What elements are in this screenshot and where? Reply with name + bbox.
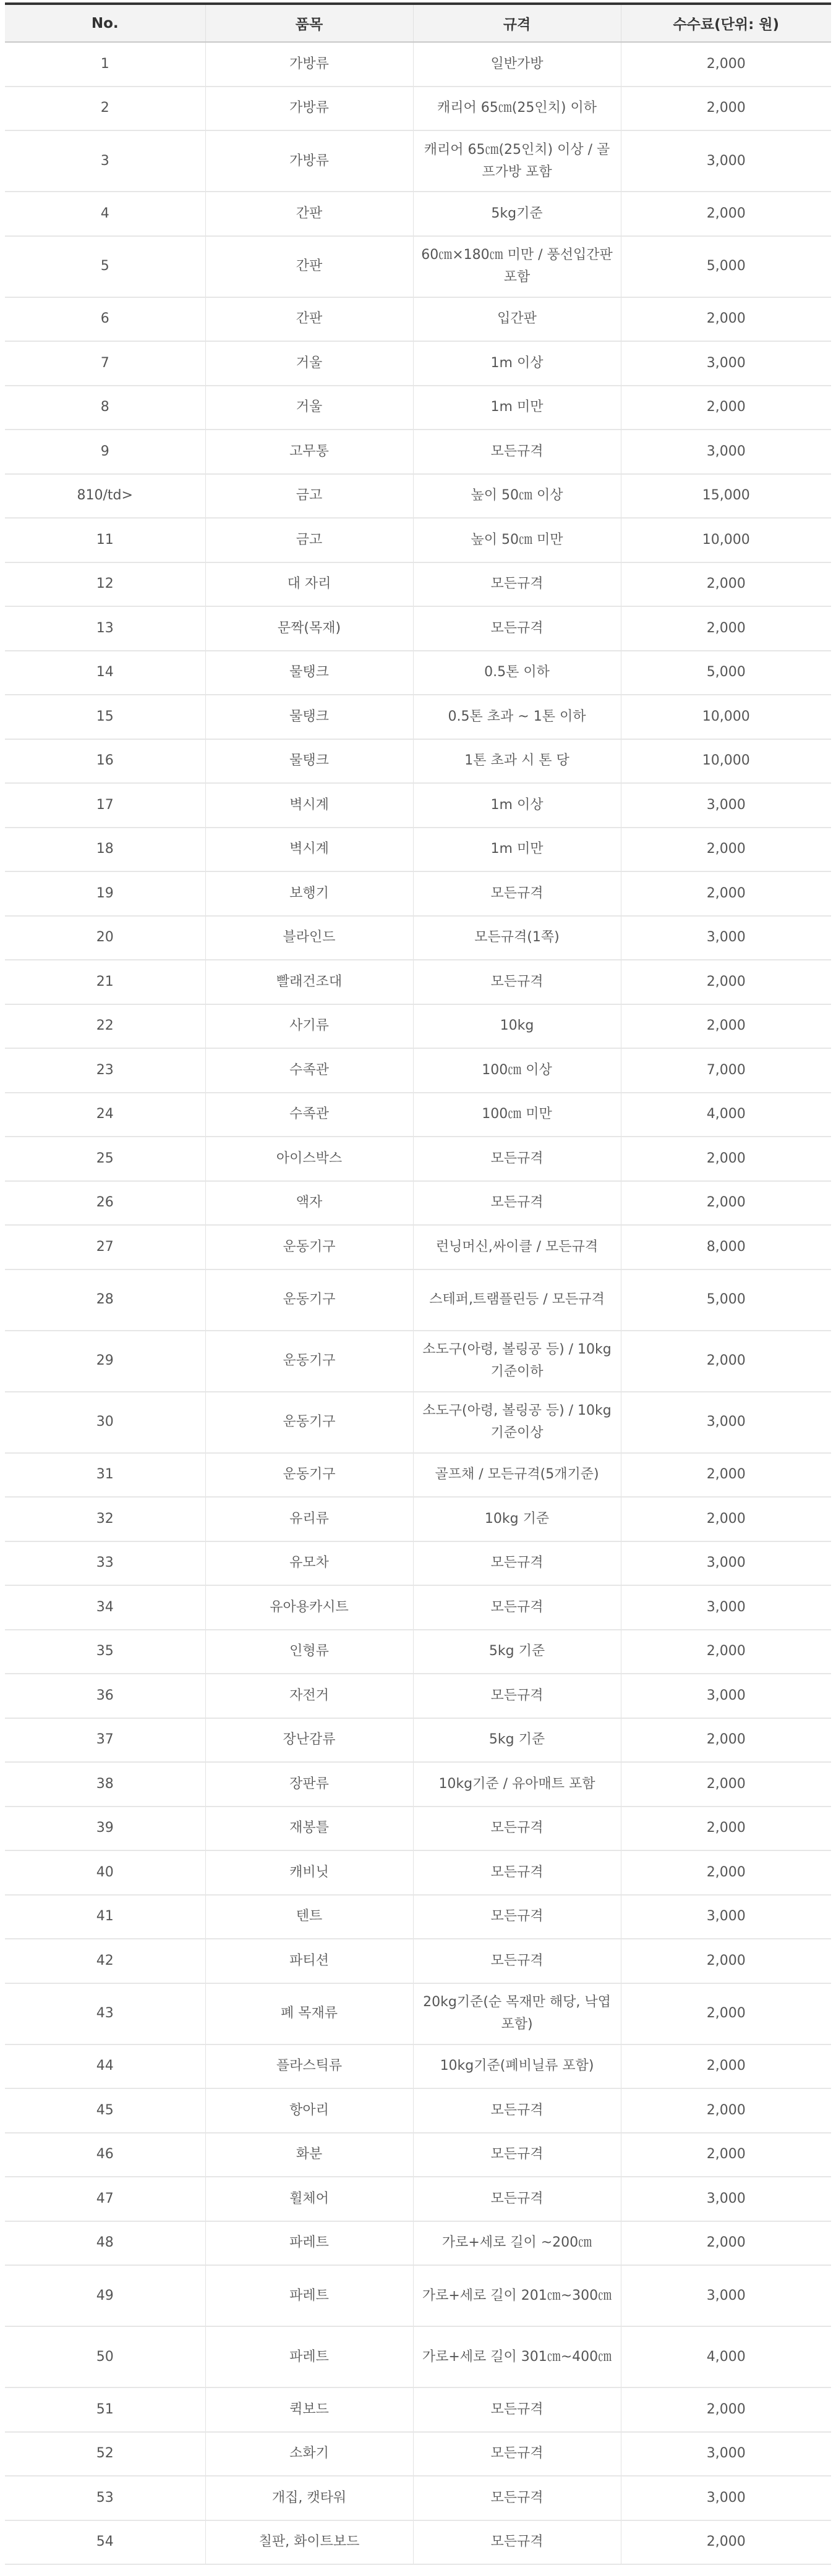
- cell-spec: 모든규격: [413, 606, 621, 651]
- table-row: [5, 1093, 831, 1137]
- table-row: [5, 297, 831, 342]
- cell-spec: 모든규격: [413, 1674, 621, 1718]
- table-row: [5, 783, 831, 828]
- cell-item: 소화기: [205, 2432, 413, 2476]
- cell-spec: 모든규격(1쪽): [413, 916, 621, 960]
- cell-item: 가방류: [205, 87, 413, 131]
- table-row: [5, 130, 831, 192]
- table-row: [5, 518, 831, 562]
- cell-no: 54: [5, 2520, 205, 2565]
- cell-spec: 모든규격: [413, 2520, 621, 2565]
- cell-no: 53: [5, 2476, 205, 2520]
- table-row: [5, 1392, 831, 1453]
- cell-item: 유아용카시트: [205, 1585, 413, 1630]
- cell-no: 44: [5, 2044, 205, 2089]
- table-row: [5, 1048, 831, 1093]
- cell-no: 45: [5, 2088, 205, 2133]
- table-row: [5, 1453, 831, 1498]
- cell-no: 50: [5, 2326, 205, 2387]
- cell-spec: 가로+세로 길이 301㎝~400㎝: [413, 2326, 621, 2387]
- cell-item: 가방류: [205, 42, 413, 87]
- cell-no: 12: [5, 562, 205, 607]
- cell-item: 빨래건조대: [205, 960, 413, 1004]
- cell-fee: 15,000: [621, 474, 831, 519]
- table-row: [5, 1497, 831, 1541]
- cell-fee: 2,000: [621, 828, 831, 872]
- cell-item: 개집, 캣타워: [205, 2476, 413, 2520]
- cell-no: 51: [5, 2387, 205, 2432]
- cell-fee: 2,000: [621, 871, 831, 916]
- cell-item: 휠체어: [205, 2177, 413, 2221]
- cell-no: 6: [5, 297, 205, 342]
- cell-fee: 5,000: [621, 1269, 831, 1331]
- table-row: [5, 916, 831, 960]
- cell-spec: 캐리어 65㎝(25인치) 이하: [413, 87, 621, 131]
- cell-spec: 1m 미만: [413, 386, 621, 430]
- cell-spec: 10kg기준(폐비닐류 포함): [413, 2044, 621, 2089]
- cell-item: 운동기구: [205, 1453, 413, 1498]
- cell-item: 인형류: [205, 1630, 413, 1674]
- cell-spec: 모든규격: [413, 2476, 621, 2520]
- cell-fee: 5,000: [621, 651, 831, 695]
- cell-item: 물탱크: [205, 739, 413, 784]
- cell-fee: 2,000: [621, 2520, 831, 2565]
- cell-item: 캐비닛: [205, 1850, 413, 1895]
- cell-fee: 2,000: [621, 2133, 831, 2177]
- cell-fee: 3,000: [621, 1392, 831, 1453]
- cell-spec: 모든규격: [413, 1137, 621, 1181]
- cell-fee: 2,000: [621, 1983, 831, 2044]
- cell-no: 32: [5, 1497, 205, 1541]
- cell-no: 5: [5, 236, 205, 297]
- cell-fee: 3,000: [621, 2265, 831, 2326]
- cell-fee: 4,000: [621, 1093, 831, 1137]
- cell-no: 8: [5, 386, 205, 430]
- table-row: [5, 2476, 831, 2520]
- cell-no: 18: [5, 828, 205, 872]
- cell-fee: 3,000: [621, 1674, 831, 1718]
- table-row: [5, 1331, 831, 1392]
- table-row: [5, 651, 831, 695]
- cell-no: 4: [5, 192, 205, 236]
- cell-no: 49: [5, 2265, 205, 2326]
- cell-fee: 5,000: [621, 236, 831, 297]
- cell-no: 36: [5, 1674, 205, 1718]
- cell-fee: 2,000: [621, 1181, 831, 1226]
- cell-item: 수족관: [205, 1048, 413, 1093]
- cell-spec: 60㎝×180㎝ 미만 / 풍선입간판 포함: [413, 236, 621, 297]
- cell-spec: 모든규격: [413, 2432, 621, 2476]
- cell-fee: 2,000: [621, 1137, 831, 1181]
- table-row: [5, 960, 831, 1004]
- cell-no: 15: [5, 695, 205, 739]
- cell-fee: 2,000: [621, 1497, 831, 1541]
- fee-table: [5, 2, 831, 2565]
- table-row: [5, 341, 831, 386]
- cell-item: 운동기구: [205, 1269, 413, 1331]
- cell-fee: 2,000: [621, 87, 831, 131]
- cell-spec: 소도구(아령, 볼링공 등) / 10kg기준이상: [413, 1392, 621, 1453]
- header-no: No.: [91, 15, 119, 32]
- cell-no: 20: [5, 916, 205, 960]
- cell-spec: 10kg: [413, 1004, 621, 1049]
- cell-no: 29: [5, 1331, 205, 1392]
- cell-spec: 캐리어 65㎝(25인치) 이상 / 골프가방 포함: [413, 130, 621, 192]
- cell-item: 자전거: [205, 1674, 413, 1718]
- cell-no: 1: [5, 42, 205, 87]
- table-header: [5, 4, 831, 42]
- cell-fee: 3,000: [621, 1895, 831, 1939]
- table-row: [5, 2088, 831, 2133]
- cell-spec: 모든규격: [413, 1807, 621, 1851]
- table-row: [5, 1585, 831, 1630]
- table-row: [5, 87, 831, 131]
- cell-fee: 2,000: [621, 606, 831, 651]
- cell-fee: 3,000: [621, 430, 831, 474]
- cell-spec: 모든규격: [413, 2177, 621, 2221]
- cell-no: 7: [5, 341, 205, 386]
- cell-item: 금고: [205, 518, 413, 562]
- table-row: [5, 739, 831, 784]
- cell-no: 21: [5, 960, 205, 1004]
- cell-no: 22: [5, 1004, 205, 1049]
- cell-item: 운동기구: [205, 1392, 413, 1453]
- cell-spec: 높이 50㎝ 미만: [413, 518, 621, 562]
- cell-no: 37: [5, 1718, 205, 1763]
- cell-no: 46: [5, 2133, 205, 2177]
- cell-item: 유리류: [205, 1497, 413, 1541]
- table-row: [5, 562, 831, 607]
- cell-no: 2: [5, 87, 205, 131]
- cell-no: 33: [5, 1541, 205, 1586]
- header-fee: 수수료(단위: 원): [621, 4, 831, 42]
- cell-spec: 스테퍼,트램플린등 / 모든규격: [413, 1269, 621, 1331]
- cell-fee: 2,000: [621, 960, 831, 1004]
- table-row: [5, 236, 831, 297]
- table-row: [5, 1939, 831, 1983]
- cell-fee: 3,000: [621, 130, 831, 192]
- table-row: [5, 1895, 831, 1939]
- table-row: [5, 871, 831, 916]
- cell-no: 23: [5, 1048, 205, 1093]
- cell-item: 문짝(목재): [205, 606, 413, 651]
- cell-fee: 2,000: [621, 192, 831, 236]
- table-row: [5, 828, 831, 872]
- cell-item: 대 자리: [205, 562, 413, 607]
- cell-fee: 2,000: [621, 1807, 831, 1851]
- cell-spec: 100㎝ 이상: [413, 1048, 621, 1093]
- cell-spec: 10kg기준 / 유아매트 포함: [413, 1762, 621, 1807]
- cell-item: 운동기구: [205, 1225, 413, 1269]
- cell-spec: 모든규격: [413, 2387, 621, 2432]
- table-row: [5, 42, 831, 87]
- cell-no: 19: [5, 871, 205, 916]
- cell-fee: 4,000: [621, 2326, 831, 2387]
- cell-item: 벽시계: [205, 783, 413, 828]
- cell-item: 항아리: [205, 2088, 413, 2133]
- table-row: [5, 1181, 831, 1226]
- cell-item: 장판류: [205, 1762, 413, 1807]
- cell-spec: 모든규격: [413, 1850, 621, 1895]
- cell-fee: 2,000: [621, 2088, 831, 2133]
- cell-fee: 2,000: [621, 1939, 831, 1983]
- cell-fee: 10,000: [621, 695, 831, 739]
- cell-spec: 모든규격: [413, 2088, 621, 2133]
- cell-item: 텐트: [205, 1895, 413, 1939]
- cell-item: 보행기: [205, 871, 413, 916]
- cell-no: 41: [5, 1895, 205, 1939]
- cell-no: 16: [5, 739, 205, 784]
- header-item: 품목: [205, 4, 413, 42]
- cell-no: 40: [5, 1850, 205, 1895]
- cell-item: 파레트: [205, 2326, 413, 2387]
- cell-spec: 모든규격: [413, 1181, 621, 1226]
- table-row: [5, 1137, 831, 1181]
- cell-no: 34: [5, 1585, 205, 1630]
- cell-no: 17: [5, 783, 205, 828]
- cell-fee: 3,000: [621, 2476, 831, 2520]
- cell-fee: 2,000: [621, 297, 831, 342]
- table-row: [5, 606, 831, 651]
- table-row: [5, 1541, 831, 1586]
- cell-item: 액자: [205, 1181, 413, 1226]
- cell-fee: 8,000: [621, 1225, 831, 1269]
- table-row: [5, 2265, 831, 2326]
- cell-spec: 입간판: [413, 297, 621, 342]
- cell-item: 블라인드: [205, 916, 413, 960]
- table-row: [5, 2432, 831, 2476]
- cell-fee: 2,000: [621, 386, 831, 430]
- cell-spec: 모든규격: [413, 1939, 621, 1983]
- cell-no: 24: [5, 1093, 205, 1137]
- cell-no: 43: [5, 1983, 205, 2044]
- cell-spec: 모든규격: [413, 430, 621, 474]
- cell-item: 아이스박스: [205, 1137, 413, 1181]
- cell-spec: 가로+세로 길이 201㎝~300㎝: [413, 2265, 621, 2326]
- cell-spec: 모든규격: [413, 562, 621, 607]
- cell-fee: 2,000: [621, 1762, 831, 1807]
- cell-fee: 3,000: [621, 1585, 831, 1630]
- cell-item: 거울: [205, 386, 413, 430]
- cell-spec: 100㎝ 미만: [413, 1093, 621, 1137]
- cell-fee: 2,000: [621, 562, 831, 607]
- table-row: [5, 1674, 831, 1718]
- cell-item: 폐 목재류: [205, 1983, 413, 2044]
- cell-item: 화분: [205, 2133, 413, 2177]
- cell-item: 파레트: [205, 2265, 413, 2326]
- cell-spec: 5kg기준: [413, 192, 621, 236]
- cell-no: 27: [5, 1225, 205, 1269]
- cell-spec: 0.5톤 초과 ~ 1톤 이하: [413, 695, 621, 739]
- table-row: [5, 1630, 831, 1674]
- table-row: [5, 1004, 831, 1049]
- cell-no: 28: [5, 1269, 205, 1331]
- cell-fee: 2,000: [621, 2387, 831, 2432]
- cell-item: 물탱크: [205, 651, 413, 695]
- cell-item: 파티션: [205, 1939, 413, 1983]
- cell-spec: 1m 이상: [413, 341, 621, 386]
- cell-no: 52: [5, 2432, 205, 2476]
- cell-fee: 10,000: [621, 739, 831, 784]
- cell-fee: 3,000: [621, 2432, 831, 2476]
- cell-item: 벽시계: [205, 828, 413, 872]
- table-row: [5, 1269, 831, 1331]
- table-row: [5, 386, 831, 430]
- cell-item: 간판: [205, 236, 413, 297]
- cell-fee: 3,000: [621, 783, 831, 828]
- cell-fee: 2,000: [621, 1453, 831, 1498]
- cell-spec: 1톤 초과 시 톤 당: [413, 739, 621, 784]
- table-row: [5, 695, 831, 739]
- cell-spec: 모든규격: [413, 871, 621, 916]
- cell-fee: 3,000: [621, 1541, 831, 1586]
- cell-no: 39: [5, 1807, 205, 1851]
- cell-spec: 20kg기준(순 목재만 해당, 낙엽 포함): [413, 1983, 621, 2044]
- cell-no: 9: [5, 430, 205, 474]
- cell-item: 퀵보드: [205, 2387, 413, 2432]
- table-row: [5, 2326, 831, 2387]
- table-row: [5, 1225, 831, 1269]
- table-row: [5, 2221, 831, 2266]
- cell-spec: 0.5톤 이하: [413, 651, 621, 695]
- header-spec: 규격: [413, 4, 621, 42]
- cell-fee: 2,000: [621, 1004, 831, 1049]
- cell-fee: 2,000: [621, 42, 831, 87]
- cell-item: 유모차: [205, 1541, 413, 1586]
- table-row: [5, 1983, 831, 2044]
- cell-spec: 높이 50㎝ 이상: [413, 474, 621, 519]
- cell-item: 수족관: [205, 1093, 413, 1137]
- cell-item: 재봉틀: [205, 1807, 413, 1851]
- cell-item: 운동기구: [205, 1331, 413, 1392]
- cell-item: 거울: [205, 341, 413, 386]
- cell-item: 플라스틱류: [205, 2044, 413, 2089]
- cell-no: 810/td>: [5, 474, 205, 519]
- cell-item: 파레트: [205, 2221, 413, 2266]
- table-row: [5, 1850, 831, 1895]
- cell-item: 칠판, 화이트보드: [205, 2520, 413, 2565]
- cell-no: 48: [5, 2221, 205, 2266]
- table-row: [5, 2387, 831, 2432]
- cell-spec: 가로+세로 길이 ~200㎝: [413, 2221, 621, 2266]
- cell-no: 26: [5, 1181, 205, 1226]
- cell-spec: 골프채 / 모든규격(5개기준): [413, 1453, 621, 1498]
- cell-no: 30: [5, 1392, 205, 1453]
- cell-spec: 5kg 기준: [413, 1630, 621, 1674]
- cell-no: 25: [5, 1137, 205, 1181]
- cell-no: 38: [5, 1762, 205, 1807]
- cell-item: 고무통: [205, 430, 413, 474]
- cell-fee: 7,000: [621, 1048, 831, 1093]
- cell-spec: 10kg 기준: [413, 1497, 621, 1541]
- cell-no: 3: [5, 130, 205, 192]
- cell-spec: 모든규격: [413, 1585, 621, 1630]
- cell-fee: 3,000: [621, 2177, 831, 2221]
- table-body: [5, 42, 831, 2564]
- cell-spec: 모든규격: [413, 960, 621, 1004]
- cell-fee: 10,000: [621, 518, 831, 562]
- cell-item: 사기류: [205, 1004, 413, 1049]
- table-row: [5, 1718, 831, 1763]
- cell-item: 물탱크: [205, 695, 413, 739]
- cell-spec: 소도구(아령, 볼링공 등) / 10kg기준이하: [413, 1331, 621, 1392]
- cell-no: 13: [5, 606, 205, 651]
- cell-no: 47: [5, 2177, 205, 2221]
- cell-fee: 2,000: [621, 2221, 831, 2266]
- cell-fee: 2,000: [621, 1630, 831, 1674]
- cell-item: 장난감류: [205, 1718, 413, 1763]
- cell-item: 금고: [205, 474, 413, 519]
- cell-no: 11: [5, 518, 205, 562]
- cell-spec: 일반가방: [413, 42, 621, 87]
- table-row: [5, 2133, 831, 2177]
- cell-fee: 2,000: [621, 2044, 831, 2089]
- cell-spec: 런닝머신,싸이클 / 모든규격: [413, 1225, 621, 1269]
- cell-spec: 모든규격: [413, 1895, 621, 1939]
- cell-spec: 1m 미만: [413, 828, 621, 872]
- table-row: [5, 2177, 831, 2221]
- header-row: [5, 4, 831, 42]
- cell-no: 35: [5, 1630, 205, 1674]
- cell-no: 31: [5, 1453, 205, 1498]
- cell-fee: 2,000: [621, 1718, 831, 1763]
- cell-no: 42: [5, 1939, 205, 1983]
- cell-fee: 3,000: [621, 341, 831, 386]
- table-row: [5, 474, 831, 519]
- cell-item: 가방류: [205, 130, 413, 192]
- cell-spec: 모든규격: [413, 1541, 621, 1586]
- cell-item: 간판: [205, 297, 413, 342]
- table-row: [5, 192, 831, 236]
- cell-spec: 1m 이상: [413, 783, 621, 828]
- table-row: [5, 1762, 831, 1807]
- table-row: [5, 2044, 831, 2089]
- cell-fee: 2,000: [621, 1850, 831, 1895]
- table-row: [5, 2520, 831, 2565]
- cell-spec: 5kg 기준: [413, 1718, 621, 1763]
- table-row: [5, 1807, 831, 1851]
- cell-item: 간판: [205, 192, 413, 236]
- cell-spec: 모든규격: [413, 2133, 621, 2177]
- cell-no: 14: [5, 651, 205, 695]
- table-row: [5, 430, 831, 474]
- cell-fee: 3,000: [621, 916, 831, 960]
- cell-fee: 2,000: [621, 1331, 831, 1392]
